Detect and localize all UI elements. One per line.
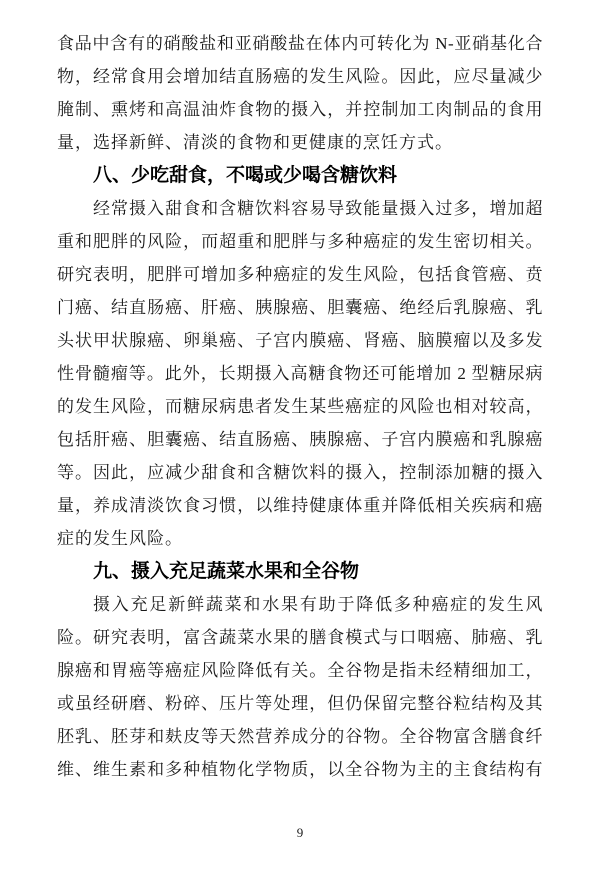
paragraph-sugar-risk-line: 研究表明，肥胖可增加多种癌症的发生风险，包括食管癌、贲	[57, 265, 543, 284]
page-number: 9	[296, 825, 304, 840]
paragraph-vegetables-wholegrains-line: 腺癌和胃癌等癌症风险降低有关。全谷物是指未经精细加工，	[57, 661, 543, 680]
paragraph-vegetables-wholegrains-line: 或虽经研磨、粉碎、压片等处理，但仍保留完整谷粒结构及其	[57, 694, 543, 713]
paragraph-sugar-risk-line: 量，养成清淡饮食习惯，以维持健康体重并降低相关疾病和癌	[57, 496, 543, 515]
paragraph-processed-food-line: 物，经常食用会增加结直肠癌的发生风险。因此，应尽量减少	[57, 67, 543, 86]
paragraph-sugar-risk-line: 性骨髓瘤等。此外，长期摄入高糖食物还可能增加 2 型糖尿病	[57, 364, 543, 383]
paragraph-sugar-risk-line: 包括肝癌、胆囊癌、结直肠癌、胰腺癌、子宫内膜癌和乳腺癌	[57, 430, 543, 449]
paragraph-sugar-risk-line: 的发生风险，而糖尿病患者发生某些癌症的风险也相对较高，	[57, 397, 543, 416]
paragraph-vegetables-wholegrains-line: 险。研究表明，富含蔬菜水果的膳食模式与口咽癌、肺癌、乳	[57, 628, 543, 647]
page-footer	[0, 824, 600, 842]
paragraph-sugar-risk-line: 经常摄入甜食和含糖饮料容易导致能量摄入过多，增加超	[93, 199, 543, 218]
paragraph-processed-food-line: 食品中含有的硝酸盐和亚硝酸盐在体内可转化为 N-亚硝基化合	[57, 34, 543, 53]
heading-section-8: 八、少吃甜食，不喝或少喝含糖饮料	[93, 165, 398, 186]
paragraph-sugar-risk-line: 等。因此，应减少甜食和含糖饮料的摄入，控制添加糖的摄入	[57, 463, 543, 482]
paragraph-vegetables-wholegrains-line: 摄入充足新鲜蔬菜和水果有助于降低多种癌症的发生风	[93, 595, 543, 614]
document-content	[57, 27, 543, 786]
paragraph-sugar-risk-line: 头状甲状腺癌、卵巢癌、子宫内膜癌、肾癌、脑膜瘤以及多发	[57, 331, 543, 350]
heading-section-9: 九、摄入充足蔬菜水果和全谷物	[93, 561, 360, 582]
paragraph-sugar-risk-line: 门癌、结直肠癌、肝癌、胰腺癌、胆囊癌、绝经后乳腺癌、乳	[57, 298, 543, 317]
paragraph-processed-food-line: 腌制、熏烤和高温油炸食物的摄入，并控制加工肉制品的食用	[57, 100, 543, 119]
paragraph-vegetables-wholegrains-line: 胚乳、胚芽和麸皮等天然营养成分的谷物。全谷物富含膳食纤	[57, 727, 543, 746]
paragraph-sugar-risk-line: 症的发生风险。	[57, 529, 183, 548]
paragraph-processed-food-line: 量，选择新鲜、清淡的食物和更健康的烹饪方式。	[57, 133, 453, 152]
paragraph-vegetables-wholegrains-line: 维、维生素和多种植物化学物质，以全谷物为主的主食结构有	[57, 760, 543, 779]
paragraph-sugar-risk-line: 重和肥胖的风险，而超重和肥胖与多种癌症的发生密切相关。	[57, 232, 543, 251]
